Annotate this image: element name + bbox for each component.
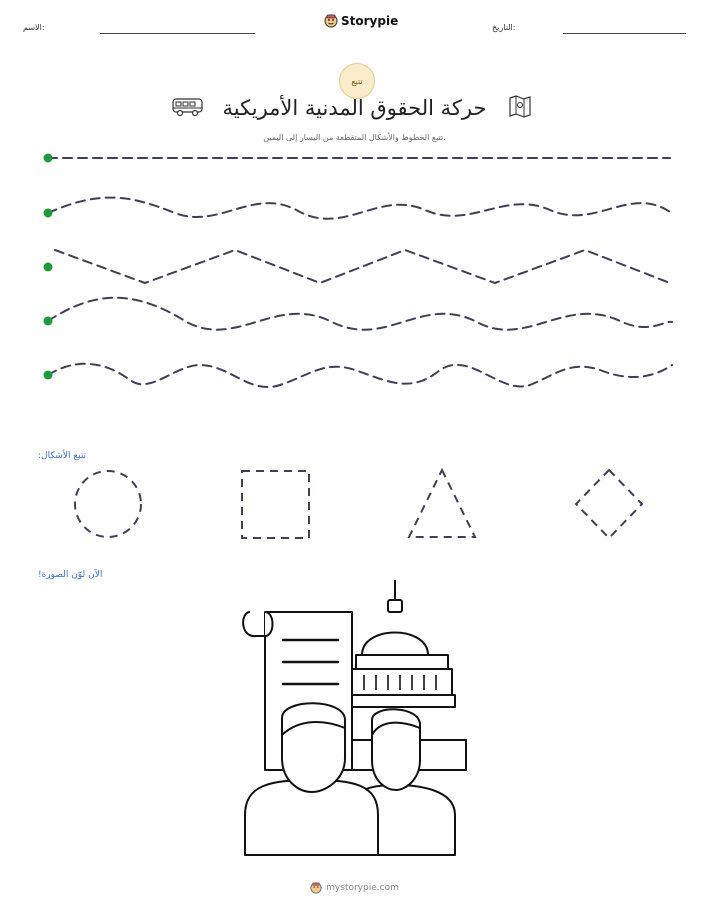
start-dot-1 (44, 154, 53, 163)
footer (0, 882, 709, 894)
trace-line-wave-1 (48, 198, 670, 219)
date-label: التاريخ: (492, 23, 516, 32)
trace-badge (339, 63, 375, 99)
trace-line-wave-3 (48, 364, 672, 387)
page-title: حركة الحقوق المدنية الأمريكية (222, 96, 487, 120)
start-dot-5 (44, 371, 53, 380)
storypie-logo-icon (324, 14, 338, 28)
tracing-shapes[interactable] (60, 465, 660, 545)
start-dot-3 (44, 263, 53, 272)
name-line[interactable] (100, 33, 255, 34)
trace-circle (75, 471, 141, 537)
trace-triangle (409, 470, 475, 537)
people-capitol-document-icon[interactable] (238, 575, 470, 860)
start-dot-2 (44, 209, 53, 218)
trace-line-zigzag (55, 250, 670, 283)
trace-line-wave-2 (48, 298, 672, 330)
shapes-section-label: تتبع الأشكال: (38, 451, 87, 461)
start-dot-4 (44, 317, 53, 326)
brand (324, 14, 398, 28)
trace-badge-label: تتبع (351, 76, 363, 86)
trace-square (242, 471, 309, 538)
name-label: الاسم: (23, 23, 45, 32)
storypie-footer-logo-icon (310, 882, 322, 894)
brand-name: Storypie (341, 14, 399, 28)
tracing-lines[interactable] (0, 140, 709, 400)
page-subtitle: تتبع الخطوط والأشكال المتقطعة من اليسار إلى اليمين. (263, 133, 446, 142)
date-line[interactable] (563, 33, 686, 34)
trace-diamond (576, 470, 642, 538)
map-icon (507, 94, 533, 120)
footer-site[interactable]: mystorypie.com (326, 883, 399, 893)
color-section-label: الآن لوّن الصورة! (38, 570, 103, 580)
